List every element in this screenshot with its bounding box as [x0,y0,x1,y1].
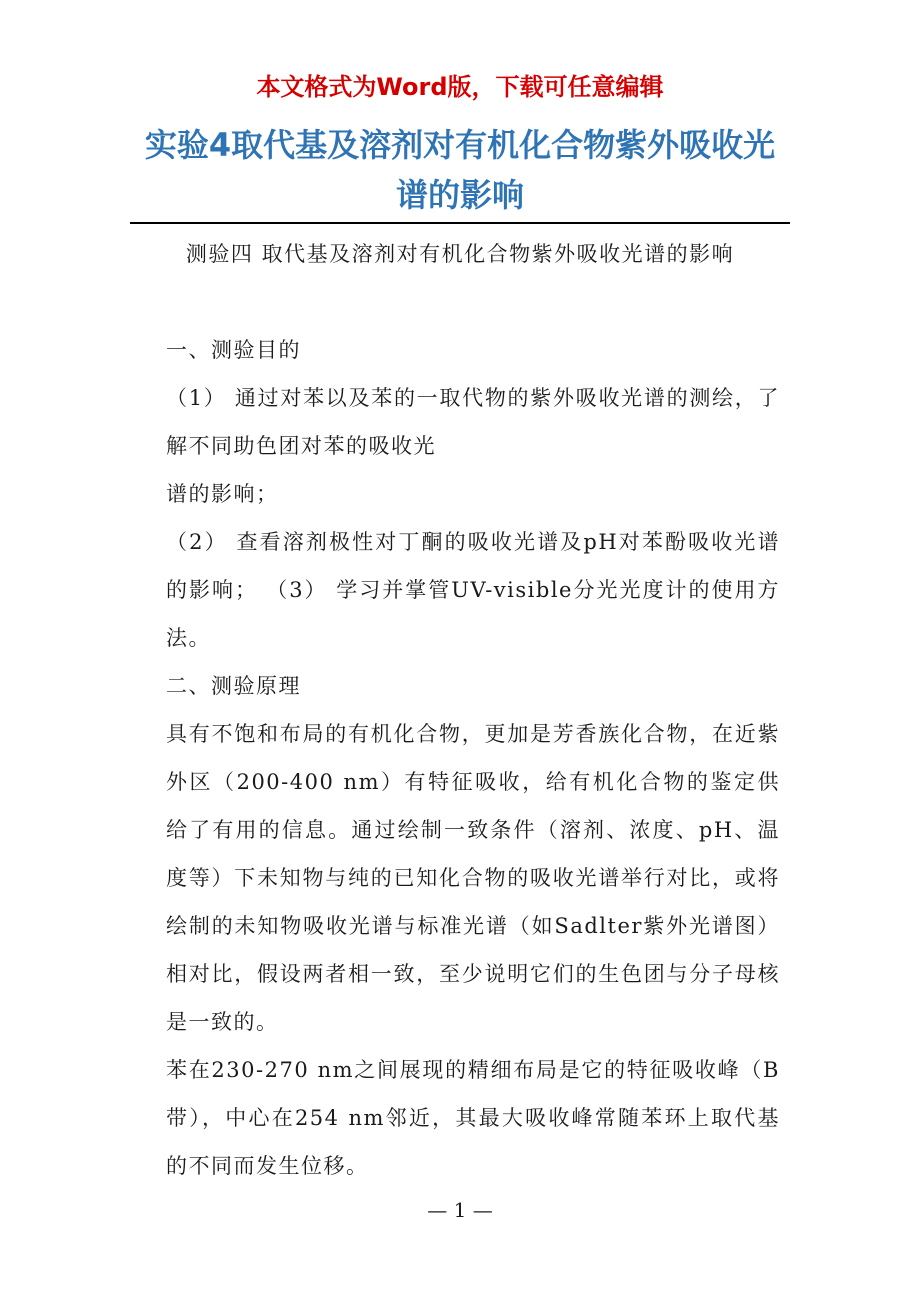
objective-2-3-paragraph: （2） 查看溶剂极性对丁酮的吸收光谱及pH对苯酚吸收光谱的影响； （3） 学习并掌管UV-visible分光光度计的使用方法。 [166,530,780,650]
principle-paragraph-1: 具有不饱和布局的有机化合物，更加是芳香族化合物，在近紫外区（200-400 nm）有特征吸收，给有机化合物的鉴定供给了有用的信息。通过绘制一致条件（溶剂、浓度、pH、温度等）下未知物与纯的已知化合物的吸收光谱举行对比，或将绘制的未知物吸收光谱与标准光谱（如Sadlter紫外光谱图）相对比，假设两者相一致，至少说明它们的生色团与分子母核是一致的。 [166,722,780,1034]
document-title: 实验4取代基及溶剂对有机化合物紫外吸收光谱的影响 [144,126,776,214]
objective-1-paragraph: （1） 通过对苯以及苯的一取代物的紫外吸收光谱的测绘，了解不同助色团对苯的吸收光 [166,386,780,458]
page-number: — 1 — [427,1198,493,1222]
objective-1-continuation: 谱的影响； [166,482,279,506]
document-body [140,230,780,1190]
download-banner: 本文格式为Word版，下载可任意编辑 [256,73,664,101]
title-divider [130,222,790,224]
section-heading-principle: 二、测验原理 [166,674,301,698]
section-heading-objectives: 一、测验目的 [166,338,301,362]
principle-paragraph-2: 苯在230-270 nm之间展现的精细布局是它的特征吸收峰（B带），中心在254 nm邻近，其最大吸收峰常随苯环上取代基的不同而发生位移。 [166,1058,780,1178]
document-subtitle: 测验四 取代基及溶剂对有机化合物紫外吸收光谱的影响 [185,242,735,266]
